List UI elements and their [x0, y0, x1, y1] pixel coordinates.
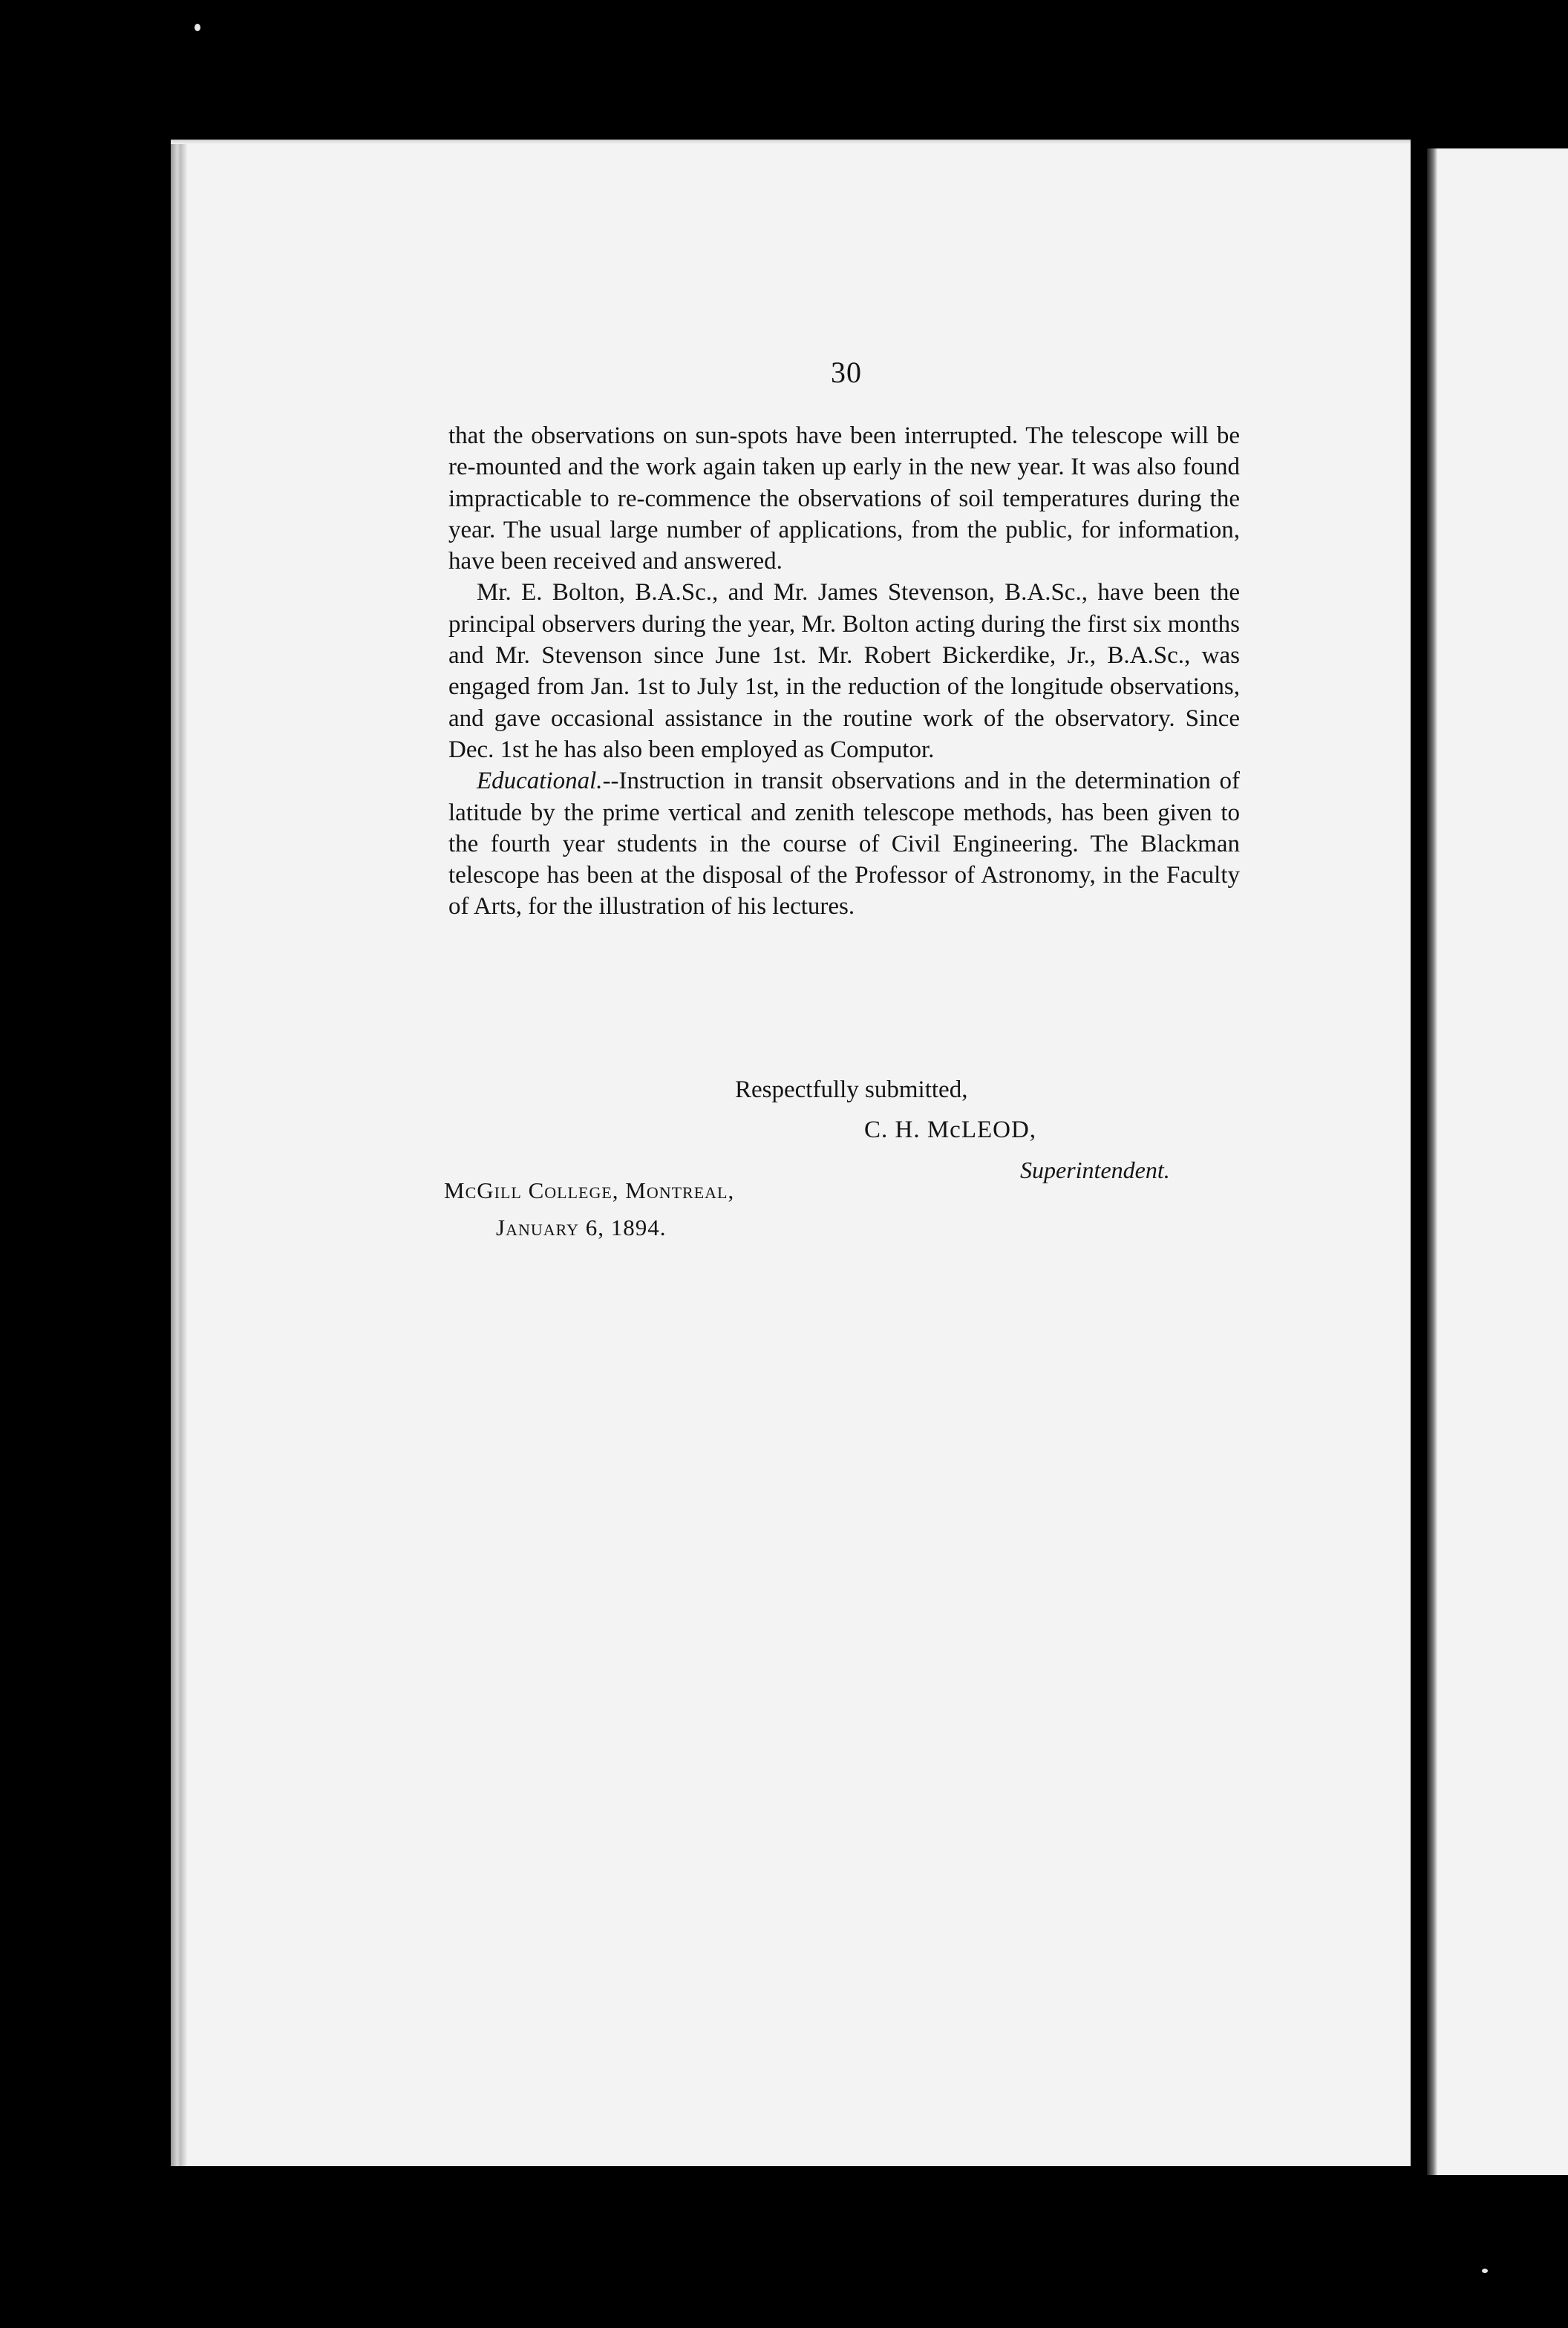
paragraph-text: that the observations on sun-spots have been interrupted. The telescope will be re-mounted and the work again taken up early in the new year. It was also found impracticable to re-commence the observations of soil temperatures during the year. The usual large number of applications, from the public, for information, have been received and answered. [448, 422, 1240, 575]
page-top-shadow [171, 140, 1411, 144]
closing-line: Respectfully submitted, [735, 1076, 968, 1103]
signature-name: C. H. McLEOD, [864, 1116, 1037, 1143]
paragraph-lead: Educational. [477, 768, 603, 795]
page-binding-edge [171, 140, 187, 2166]
paragraph-text: --Instruction in transit observations and in the determination of latitude by the prime vertical and zenith telescope methods, has been given to the fourth year students in the course of Civil Engineering. The Blackman telescope has been at the disposal of the Professor of Astronomy, in the Faculty of Arts, for the illustration of his lectures. [448, 768, 1240, 921]
scan-speck [1482, 2269, 1488, 2273]
paragraph-observers [448, 577, 1240, 765]
adjacent-page-edge [1427, 148, 1568, 2175]
dateline-date: January 6, 1894. [496, 1214, 667, 1240]
paragraph-educational [448, 765, 1240, 922]
paragraph-text: Mr. E. Bolton, B.A.Sc., and Mr. James Stevenson, B.A.Sc., have been the principal observers during the year, Mr. Bolton acting during the first six months and Mr. Stevenson since June 1st. Mr. Robert Bickerdike, Jr., B.A.Sc., was engaged from Jan. 1st to July 1st, in the reduction of the longitude observations, and gave occasional assistance in the routine work of the observatory. Since Dec. 1st he has also been employed as Computor. [448, 579, 1240, 763]
signature-title: Superintendent. [1020, 1157, 1170, 1183]
body-text [448, 420, 1240, 923]
scan-speck [195, 24, 200, 31]
paragraph-observations [448, 420, 1240, 577]
page-number: 30 [831, 356, 862, 389]
dateline-place: McGill College, Montreal, [444, 1177, 735, 1203]
adjacent-page-gutter [1427, 148, 1437, 2175]
